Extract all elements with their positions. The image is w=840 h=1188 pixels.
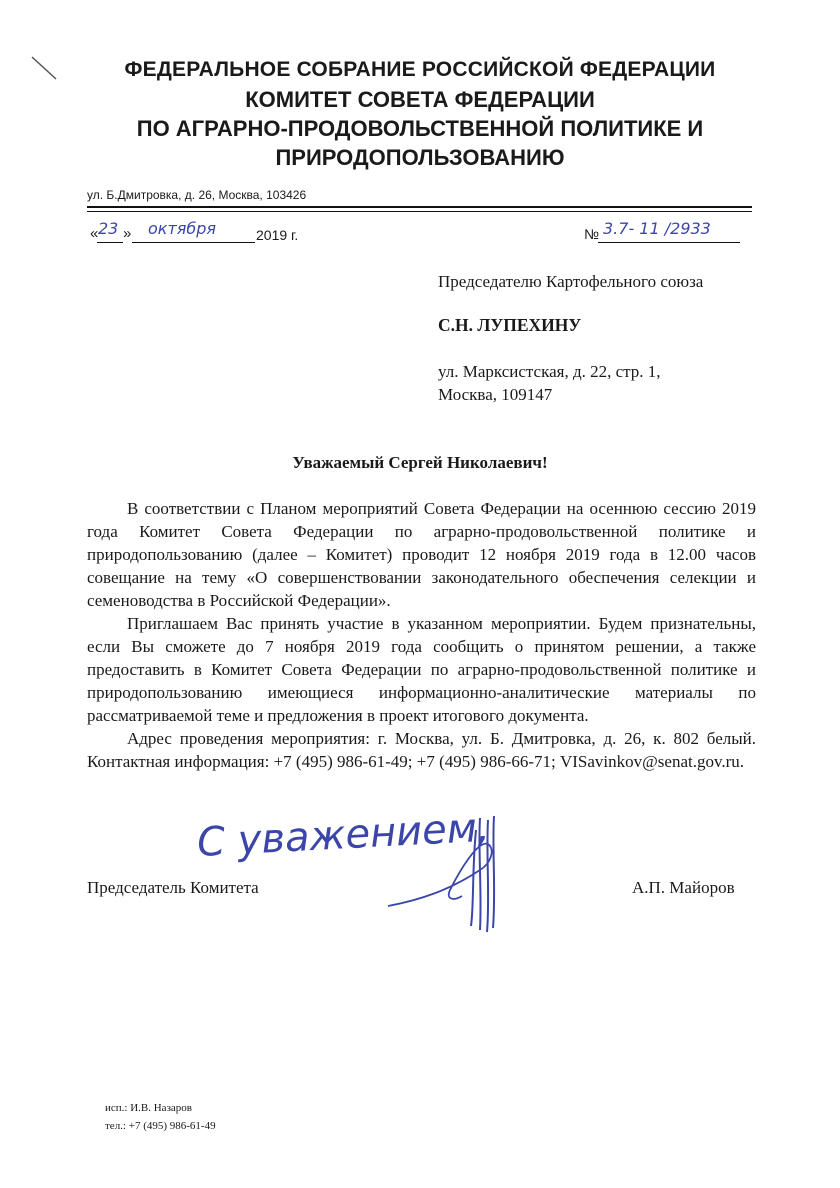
letter-body [87,497,756,773]
recipient-address-line2: Москва, 109147 [438,385,553,404]
date-year: 2019 г. [256,227,299,243]
body-paragraph-1: В соответствии с Планом мероприятий Совета Федерации на осеннюю сессию 2019 года Комитет Совета Федерации по аграрно-продовольственной политике и природопользованию (далее – Комитет) проводит 12 ноября 2019 года в 12.00 часов совещание на тему «О совершенствовании законодательного обеспечения селекции и семеноводства в Российской Федерации». [87,499,756,610]
body-paragraph-2: Приглашаем Вас принять участие в указанном мероприятии. Будем признательны, если Вы сможете до 7 ноября 2019 года сообщить о принятом решении, а также предоставить в Комитет Совета Федерации по аграрно-продовольственной политике и природопользованию имеющиеся информационно-аналитические материалы по рассматриваемой теме и предложения в проект итогового документа. [87,614,756,725]
signature-image [380,810,520,940]
date-month: октября [148,219,217,238]
salutation: Уважаемый Сергей Николаевич! [292,453,548,472]
date-day-underline [97,242,123,243]
signatory-title: Председатель Комитета [87,878,259,897]
header-committee-line3: ПРИРОДОПОЛЬЗОВАНИЮ [275,145,565,170]
header-divider-thin [87,211,752,212]
reg-number-underline [598,242,740,243]
body-paragraph-3: Адрес проведения мероприятия: г. Москва, ул. Б. Дмитровка, д. 26, к. 802 белый. Контактная информация: +7 (495) 986-61-49; +7 (495) 986-66-71; VISavinkov@senat.gov.ru. [87,729,756,771]
date-quote-open: « [90,225,99,242]
executor-phone: тел.: +7 (495) 986-61-49 [105,1120,216,1132]
date-month-underline [132,242,255,243]
signatory-name: А.П. Майоров [632,878,735,897]
reg-number: 3.7- 11 /2933 [603,219,711,238]
executor-name: исп.: И.В. Назаров [105,1102,192,1114]
recipient-address-line1: ул. Марксистская, д. 22, стр. 1, [438,362,661,381]
header-committee-line2: ПО АГРАРНО-ПРОДОВОЛЬСТВЕННОЙ ПОЛИТИКЕ И [136,116,704,141]
handwritten-regards: С уважением, [196,804,491,866]
date-day: 23 [98,219,119,238]
recipient-position: Председателю Картофельного союза [438,272,704,291]
reg-number-sign: № [584,226,600,242]
date-quote-close: » [123,225,132,242]
header-committee: КОМИТЕТ СОВЕТА ФЕДЕРАЦИИ [245,87,595,112]
header-divider-thick [87,206,752,208]
sender-address: ул. Б.Дмитровка, д. 26, Москва, 103426 [87,188,307,202]
header-federal-assembly: ФЕДЕРАЛЬНОЕ СОБРАНИЕ РОССИЙСКОЙ ФЕДЕРАЦИИ [124,58,716,81]
recipient-name: С.Н. ЛУПЕХИНУ [438,315,582,335]
